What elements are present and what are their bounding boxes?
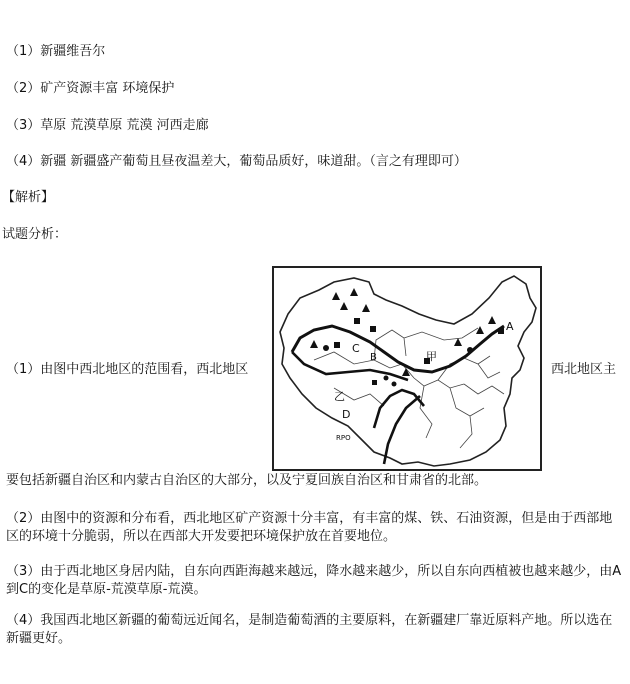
analysis-p2: （2）由图中的资源和分布看，西北地区矿产资源十分丰富，有丰富的煤、铁、石油资源，但是由于西部地区的环境十分脆弱，所以在西部大开发要把环境保护放在首要地位。 [6, 511, 613, 544]
map-label-yi: 乙 [334, 390, 345, 403]
arrow-curve [384, 396, 420, 464]
map-label-d: D [342, 408, 351, 421]
analysis-p3: （3）由于西北地区身居内陆，自东向西距海越来越远，降水越来越少，所以自东向西植被也越来越少，由A到C的变化是草原-荒漠草原-荒漠。 [6, 564, 622, 597]
map-label-c: C [352, 342, 360, 355]
analysis-p1-left: （1）由图中西北地区的范围看，西北地区 [6, 362, 249, 377]
analysis-p4: （4）我国西北地区新疆的葡萄远近闻名，是制造葡萄酒的主要原料，在新疆建厂靠近原料产地。所以选在新疆更好。 [6, 613, 613, 646]
analysis-intro: 试题分析： [2, 227, 68, 242]
analysis-p1-continuation: 要包括新疆自治区和内蒙古自治区的大部分，以及宁夏回族自治区和甘肃省的北部。 [6, 473, 488, 488]
map-label-a: A [506, 320, 514, 333]
answer-3: （3）草原 荒漠草原 荒漠 河西走廊 [6, 118, 209, 133]
section-heading: 【解析】 [2, 190, 55, 205]
map-svg [274, 268, 540, 469]
analysis-p1-right: 西北地区主 [551, 362, 617, 377]
map-label-jia: 甲 [426, 350, 437, 363]
northwest-china-map [272, 266, 542, 471]
map-label-b: B [370, 352, 377, 363]
answer-4: （4）新疆 新疆盛产葡萄且昼夜温差大，葡萄品质好，味道甜。（言之有理即可） [6, 154, 467, 169]
answer-2: （2）矿产资源丰富 环境保护 [6, 81, 175, 96]
answer-1: （1）新疆维吾尔 [6, 44, 106, 59]
map-label-rpo: RPO [336, 434, 351, 442]
